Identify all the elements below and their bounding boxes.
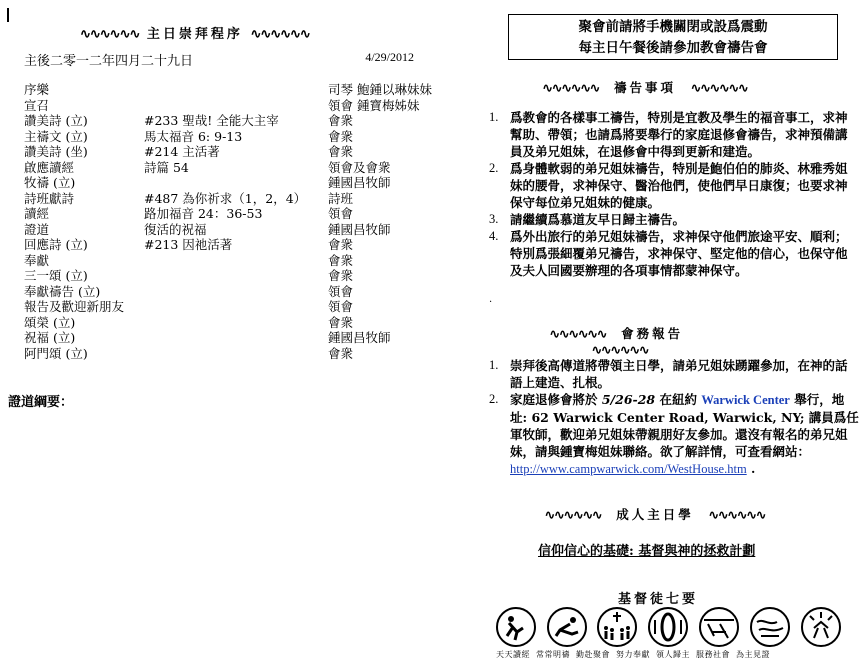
order-row	[24, 253, 424, 269]
news-item-2	[489, 391, 859, 478]
news-item-text: 家庭退修會將於	[510, 392, 602, 407]
prayer-item	[489, 109, 859, 160]
decorative-wave-left: ∿∿∿∿∿∿	[542, 80, 600, 95]
order-row	[24, 315, 424, 331]
news-item-number: 2.	[489, 392, 499, 406]
order-item-detail: 復活的祝福	[144, 221, 207, 237]
text-cursor	[7, 8, 9, 22]
order-item-person: 會衆	[328, 252, 354, 268]
news-item-text: 崇拜後高傳道將帶領主日學，請弟兄姐妹踴躍參加，在神的話語上建造、扎根。	[510, 358, 848, 390]
order-row	[24, 330, 424, 346]
order-item-person: 會衆	[328, 144, 354, 159]
order-item-name: 奉獻	[24, 252, 50, 268]
decorative-wave-left: ∿∿∿∿∿∿	[549, 326, 607, 341]
news-section-title	[520, 324, 720, 357]
church-gathering-icon	[596, 606, 638, 648]
venue-name: Warwick Center	[701, 393, 790, 407]
order-row	[24, 160, 424, 176]
essential-caption: 為主見證	[736, 650, 770, 659]
order-item-name: 啟應讀經	[24, 159, 75, 175]
prayer-item-number: 1.	[489, 110, 499, 124]
decorative-wave-right: ∿∿∿∿∿∿	[591, 342, 649, 357]
seven-essentials-captions	[496, 649, 848, 660]
order-item-person: 會衆	[328, 128, 354, 144]
order-item-detail: 詩篇 54	[144, 159, 189, 175]
order-item-detail: 馬太福音 6: 9-13	[144, 128, 243, 144]
order-item-person: 鍾國昌牧師	[328, 175, 391, 190]
order-item-person: 鍾國昌牧師	[328, 221, 391, 237]
prayer-icon	[546, 606, 588, 648]
order-of-service	[24, 82, 432, 361]
order-item-detail: #487 為你祈求（1，2，4）	[144, 190, 307, 206]
order-item-name: 主禱文 (立)	[24, 128, 88, 144]
order-row	[24, 268, 424, 284]
prayer-item-number: 2.	[489, 161, 499, 175]
order-item-person: 司琴 鮑鍾以琳妹妹	[328, 82, 432, 97]
order-item-name: 宣召	[24, 97, 50, 113]
decorative-wave-left: ∿∿∿∿∿∿	[544, 507, 602, 522]
prayer-item	[489, 211, 859, 228]
order-item-name: 阿門頌 (立)	[24, 345, 88, 361]
order-item-name: 三一頌 (立)	[24, 268, 88, 283]
witness-icon	[800, 606, 842, 648]
prayer-item-text: 爲身體軟弱的弟兄姐妹禱告，特別是鮑伯伯的肺炎、林雅秀姐妹的腰骨，求神保守、醫治他們，使他們早日康復；也要求神保守每位弟兄姐妹的健康。	[510, 161, 848, 210]
date-chinese: 主後二零一二年四月二十九日	[24, 54, 194, 69]
service-icon	[749, 606, 791, 648]
order-row	[24, 206, 424, 222]
prayer-item	[489, 160, 859, 211]
order-item-person: 領會 鍾寶梅姊妹	[328, 97, 420, 113]
order-row	[24, 113, 424, 129]
order-row	[24, 237, 424, 253]
prayer-item-number: 4.	[489, 229, 499, 243]
date-numeric: 4/29/2012	[365, 50, 414, 64]
decorative-wave-right: ∿∿∿∿∿∿	[690, 80, 748, 95]
evangelism-icon	[698, 606, 740, 648]
prayer-item-text: 請繼續爲慕道友早日歸主禱告。	[510, 212, 686, 227]
order-item-person: 會衆	[328, 345, 354, 361]
bible-reading-icon	[495, 606, 537, 648]
order-row	[24, 191, 424, 207]
service-title-text: 主日崇拜程序	[146, 27, 243, 42]
order-item-person: 領會及會衆	[328, 159, 391, 175]
service-date-line	[24, 50, 414, 69]
sermon-outline-label: 證道綱要：	[8, 395, 74, 410]
prayer-item-text: 爲外出旅行的弟兄姐妹禱告，求神保守他們旅途平安、順利；特別爲張細覆弟兄禱告，求神保守、堅定他的信心，也保守他及夫人回國要辦理的各項事情都蒙神保守。	[510, 229, 848, 278]
adult-school-title-text: 成人主日學	[616, 507, 694, 522]
order-item-name: 奉獻禱告 (立)	[24, 283, 101, 299]
news-item-text: 舉行，地址: 62 Warwick Center Road, Warwick, NY; 講員爲任軍牧師，歡迎弟兄姐妹帶親朋好友參加。還沒有報名的弟兄姐妹，請與鍾寶梅姐妹聯絡。欲了解詳情，可查看網站：	[510, 392, 859, 459]
order-row	[24, 346, 424, 362]
news-item-number: 1.	[489, 358, 499, 372]
offering-icon	[647, 606, 689, 648]
order-row	[24, 82, 432, 98]
order-item-name: 祝福 (立)	[24, 330, 76, 345]
seven-essentials-graphic	[495, 606, 850, 648]
order-item-name: 讚美詩 (立)	[24, 113, 88, 128]
website-link[interactable]: http://www.campwarwick.com/WestHouse.htm	[510, 462, 747, 476]
essential-caption: 勤赴聚會	[576, 650, 610, 659]
news-list	[489, 357, 859, 478]
notice-line-2: 每主日午餐後請參加教會禱告會	[578, 40, 768, 56]
prayer-item	[489, 228, 859, 279]
order-item-person: 領會	[328, 283, 354, 299]
order-item-detail: #214 主活著	[144, 144, 220, 159]
order-row	[24, 144, 424, 160]
decorative-wave-right: ∿∿∿∿∿∿	[708, 507, 766, 522]
order-item-person: 會衆	[328, 268, 354, 283]
order-item-name: 讀經	[24, 206, 50, 221]
order-row	[24, 175, 424, 191]
order-item-person: 會衆	[328, 314, 354, 330]
order-item-name: 牧禱 (立)	[24, 175, 76, 190]
service-title	[80, 23, 310, 42]
essential-caption: 服務社會	[696, 650, 730, 659]
order-row	[24, 284, 424, 300]
order-row	[24, 129, 424, 145]
prayer-item-text: 爲教會的各樣事工禱告，特別是宜教及學生的福音事工，求神幫助、帶領；也請爲將要舉行的家庭退修會禱告，求神預備講員及弟兄姐妹，在退修會中得到更新和建造。	[510, 110, 848, 159]
order-item-name: 報告及歡迎新朋友	[24, 299, 125, 314]
essential-caption: 努力奉獻	[616, 650, 650, 659]
news-item-text: .	[746, 461, 756, 476]
order-item-name: 序樂	[24, 82, 50, 97]
order-row	[24, 98, 424, 114]
order-item-name: 回應詩 (立)	[24, 237, 88, 252]
seven-essentials-title: 基督徒七要	[618, 592, 699, 607]
order-item-detail: #233 聖哉! 全能大主宰	[144, 113, 279, 128]
prayer-title-text: 禱告事項	[613, 80, 676, 95]
retreat-dates: 5/26-28	[601, 392, 656, 407]
order-item-person: 鍾國昌牧師	[328, 330, 391, 345]
order-row	[24, 299, 424, 315]
order-row	[24, 222, 424, 238]
stray-dot: .	[489, 294, 493, 305]
order-item-name: 頌榮 (立)	[24, 314, 76, 330]
order-item-name: 證道	[24, 221, 50, 237]
order-item-person: 領會	[328, 299, 354, 314]
prayer-list	[489, 109, 859, 279]
decorative-wave-left: ∿∿∿∿∿∿	[80, 27, 140, 42]
order-item-detail: #213 因祂活著	[144, 237, 233, 252]
adult-school-topic: 信仰信心的基礎: 基督與神的拯救計劃	[538, 544, 756, 559]
prayer-section-title	[520, 78, 770, 96]
order-item-person: 會衆	[328, 113, 354, 128]
order-item-detail: 路加福音 24：36-53	[144, 206, 263, 221]
essential-caption: 天天讀經	[496, 650, 530, 659]
news-item-1	[489, 357, 859, 391]
notice-line-1: 聚會前請將手機關閉或設爲震動	[578, 19, 768, 35]
news-title-text: 會務報告	[621, 326, 684, 341]
order-item-person: 領會	[328, 206, 354, 221]
prayer-item-number: 3.	[489, 212, 499, 226]
adult-school-title	[530, 505, 780, 523]
essential-caption: 常常明禱	[536, 650, 570, 659]
essential-caption: 領人歸主	[656, 650, 690, 659]
notice-box	[508, 14, 838, 60]
order-item-name: 詩班獻詩	[24, 190, 75, 206]
order-item-person: 詩班	[328, 190, 354, 206]
order-item-person: 會衆	[328, 237, 354, 252]
order-item-name: 讚美詩 (坐)	[24, 144, 88, 159]
news-item-text: 在紐約	[655, 392, 702, 407]
decorative-wave-right: ∿∿∿∿∿∿	[250, 27, 310, 42]
